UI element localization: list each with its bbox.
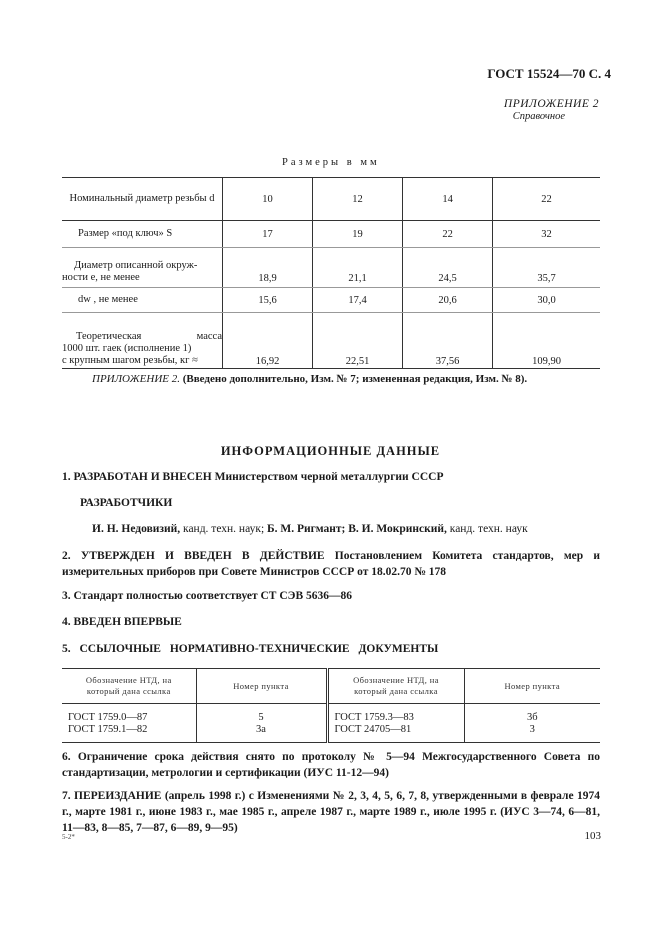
developers-list: [92, 523, 528, 535]
ref-docs: ГОСТ 1759.0—87 ГОСТ 1759.1—82: [62, 704, 196, 743]
row-label: Размер «под ключ» S: [62, 221, 223, 248]
table-row: [62, 669, 600, 704]
item-developed: 1. РАЗРАБОТАН И ВНЕСЕН Министерством черной металлургии СССР: [62, 471, 444, 483]
row-label: Теоретическая масса 1000 шт. гаек (исполнение 1) с крупным шагом резьбы, кг ≈: [62, 313, 223, 369]
table-row: [62, 288, 600, 313]
cell: 37,56: [403, 313, 493, 369]
item-references: 5. ССЫЛОЧНЫЕ НОРМАТИВНО-ТЕХНИЧЕСКИЕ ДОКУМЕНТЫ: [62, 643, 439, 655]
appendix-title: ПРИЛОЖЕНИЕ 2: [503, 98, 599, 110]
standard-header: ГОСТ 15524—70 С. 4: [487, 66, 611, 81]
cell: 30,0: [493, 288, 600, 313]
header-item: Номер пункта: [196, 669, 327, 704]
cell: 10: [223, 178, 313, 221]
footer-mark: 5-2*: [62, 833, 75, 841]
cell: 21,1: [313, 248, 403, 288]
item-limitation: 6. Ограничение срока действия снято по протоколу № 5—94 Межгосударственного Совета по стандартизации, метрологии и сертификации (ИУС 11-12—94): [62, 751, 600, 779]
cell: 22,51: [313, 313, 403, 369]
sizes-table: [62, 177, 600, 369]
row-label: Диаметр описанной окруж- ности е, не менее: [62, 248, 223, 288]
developer-degree: канд. техн. наук;: [183, 523, 265, 535]
info-title: ИНФОРМАЦИОННЫЕ ДАННЫЕ: [220, 444, 441, 458]
row-label: Номинальный диаметр резьбы d: [62, 178, 223, 221]
cell: 32: [493, 221, 600, 248]
cell: 16,92: [223, 313, 313, 369]
cell: 17: [223, 221, 313, 248]
item-introduced: 4. ВВЕДЕН ВПЕРВЫЕ: [62, 616, 182, 628]
ref-items: 5 3а: [196, 704, 327, 743]
header-doc: Обозначение НТД, на который дана ссылка: [62, 669, 196, 704]
cell: 19: [313, 221, 403, 248]
developer-name: И. Н. Недовизий,: [92, 523, 181, 535]
developer-name: В. И. Мокринский,: [348, 523, 447, 535]
cell: 14: [403, 178, 493, 221]
item-reissue: 7. ПЕРЕИЗДАНИЕ (апрель 1998 г.) с Изменениями № 2, 3, 4, 5, 6, 7, 8, утвержденными в феврале 1974 г., марте 1981 г., июне 1983 г., мае 1985 г., апреле 1987 г., марте 1989 г., июле 1995 г. (ИУС 3—74, 6—81, 11—83, 8—85, 7—87, 6—89, 9—95): [62, 790, 600, 834]
cell: 109,90: [493, 313, 600, 369]
page-number: 103: [584, 830, 601, 842]
appendix-subtitle: Справочное: [512, 111, 565, 122]
row-label: dw , не менее: [62, 288, 223, 313]
developers-title: РАЗРАБОТЧИКИ: [80, 497, 173, 509]
ref-docs: ГОСТ 1759.3—83 ГОСТ 24705—81: [327, 704, 464, 743]
appendix-note: [92, 373, 527, 385]
item-compliance: 3. Стандарт полностью соответствует СТ СЭВ 5636—86: [62, 590, 353, 602]
table-row: [62, 313, 600, 369]
table-row: [62, 221, 600, 248]
appendix-note-text: (Введено дополнительно, Изм. № 7; измененная редакция, Изм. № 8).: [182, 373, 528, 385]
header-doc: Обозначение НТД, на который дана ссылка: [327, 669, 464, 704]
cell: 12: [313, 178, 403, 221]
sizes-caption: Размеры в мм: [282, 157, 380, 168]
cell: 17,4: [313, 288, 403, 313]
references-table: [62, 668, 600, 743]
header-item: Номер пункта: [464, 669, 600, 704]
cell: 18,9: [223, 248, 313, 288]
cell: 35,7: [493, 248, 600, 288]
cell: 22: [493, 178, 600, 221]
developer-name: Б. М. Ригмант;: [267, 523, 346, 535]
cell: 22: [403, 221, 493, 248]
cell: 20,6: [403, 288, 493, 313]
table-row: [62, 178, 600, 221]
ref-items: 3б 3: [464, 704, 600, 743]
cell: 24,5: [403, 248, 493, 288]
table-row: [62, 704, 600, 743]
item-approved: 2. УТВЕРЖДЕН И ВВЕДЕН В ДЕЙСТВИЕ Постановлением Комитета стандартов, мер и измерительных приборов при Совете Министров СССР от 18.02.70 № 178: [62, 550, 600, 578]
appendix-note-prefix: ПРИЛОЖЕНИЕ 2.: [92, 373, 180, 385]
developer-degree: канд. техн. наук: [449, 523, 528, 535]
table-row: [62, 248, 600, 288]
cell: 15,6: [223, 288, 313, 313]
